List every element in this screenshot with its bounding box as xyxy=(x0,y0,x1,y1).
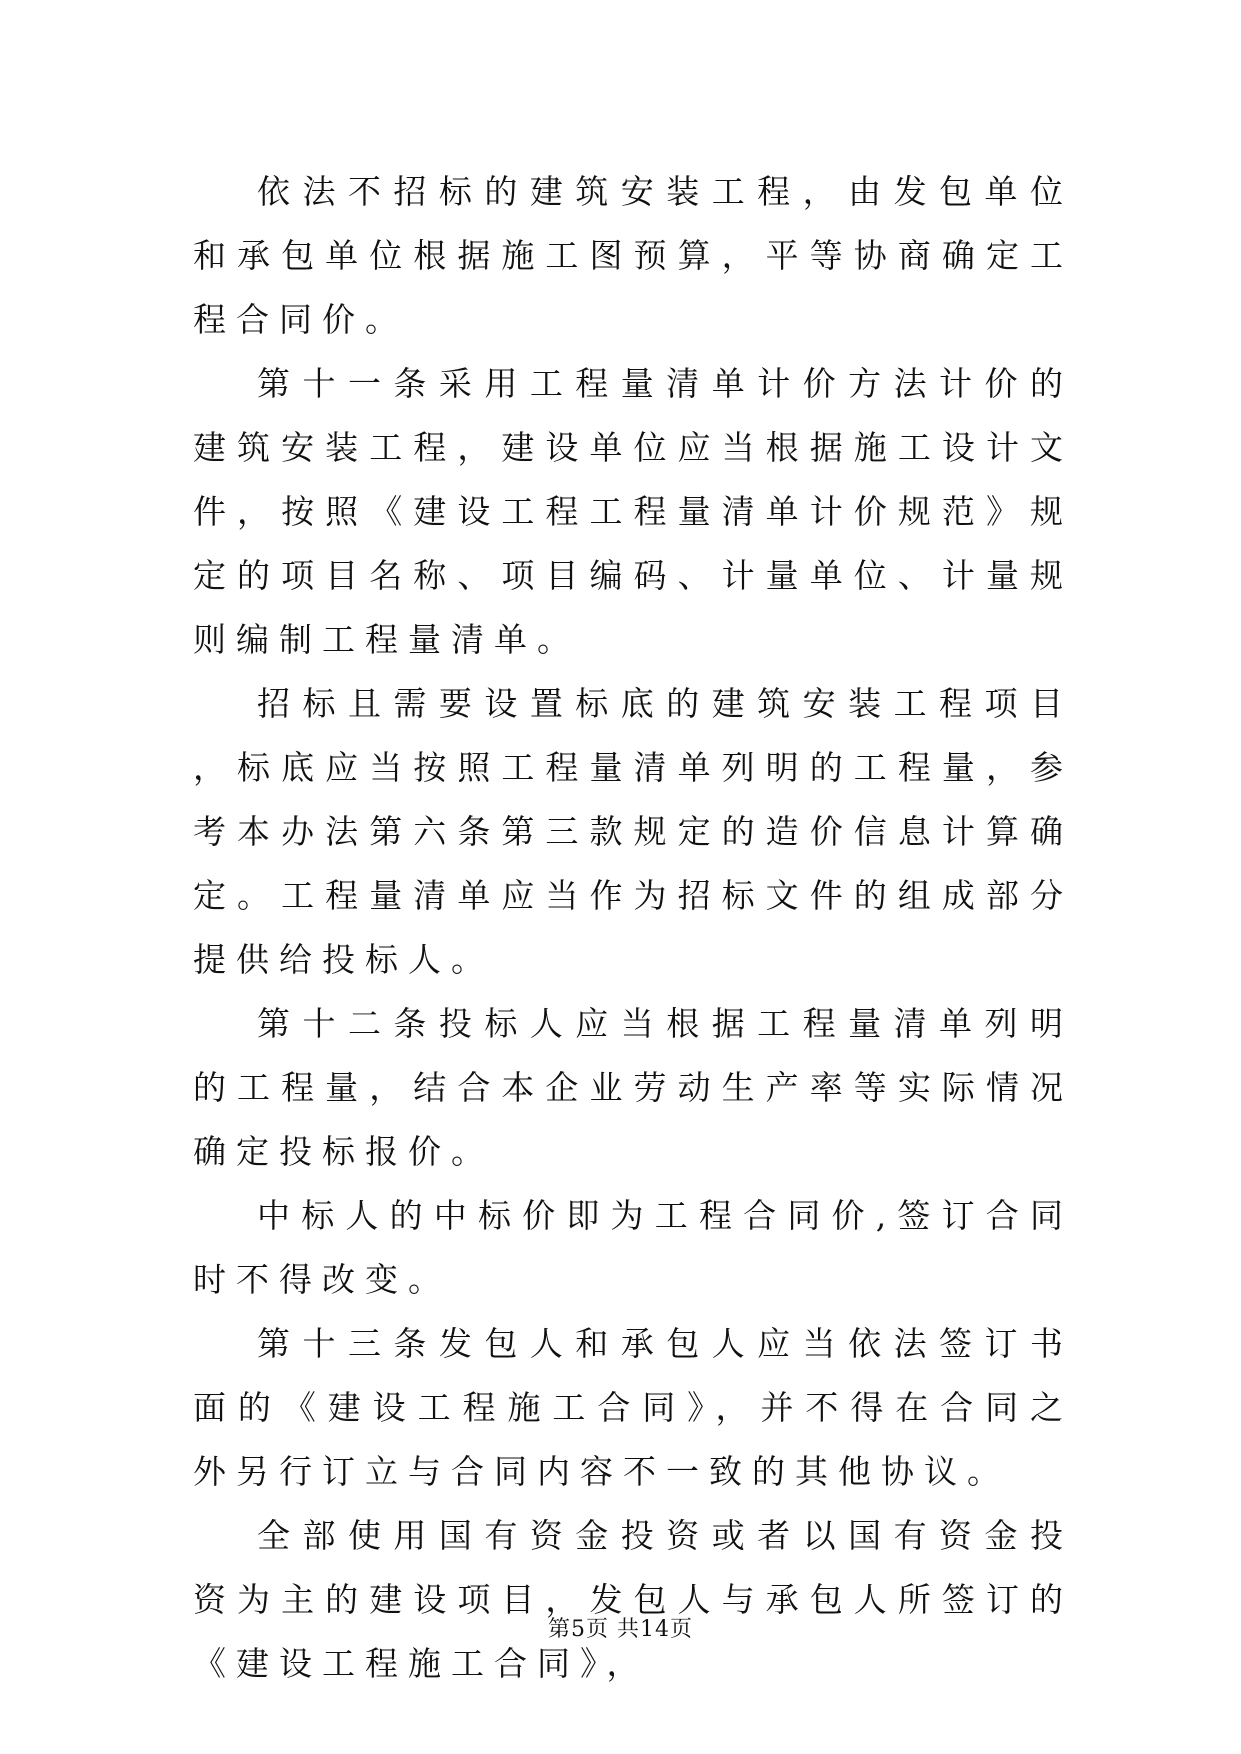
page-footer: 第5页 共14页 xyxy=(548,1617,693,1642)
paragraph-3: 招标且需要设置标底的建筑安装工程项目，标底应当按照工程量清单列明的工程量，参考本办法第六条第三款规定的造价信息计算确定。工程量清单应当作为招标文件的组成部分提供给投标人。 xyxy=(193,684,1073,979)
document-body xyxy=(193,160,1073,1696)
paragraph-7: 全部使用国有资金投资或者以国有资金投资为主的建设项目，发包人与承包人所签订的《建设工程施工合同》， xyxy=(193,1516,1073,1683)
paragraph-5: 中标人的中标价即为工程合同价,签订合同时不得改变。 xyxy=(193,1196,1073,1299)
paragraph-2: 第十一条采用工程量清单计价方法计价的建筑安装工程，建设单位应当根据施工设计文件，按照《建设工程工程量清单计价规范》规定的项目名称、项目编码、计量单位、计量规则编制工程量清单。 xyxy=(193,364,1073,659)
paragraph-1: 依法不招标的建筑安装工程，由发包单位和承包单位根据施工图预算，平等协商确定工程合同价。 xyxy=(193,172,1073,339)
paragraph-6: 第十三条发包人和承包人应当依法签订书面的《建设工程施工合同》，并不得在合同之外另行订立与合同内容不一致的其他协议。 xyxy=(193,1324,1073,1491)
paragraph-4: 第十二条投标人应当根据工程量清单列明的工程量，结合本企业劳动生产率等实际情况确定投标报价。 xyxy=(193,1004,1073,1171)
